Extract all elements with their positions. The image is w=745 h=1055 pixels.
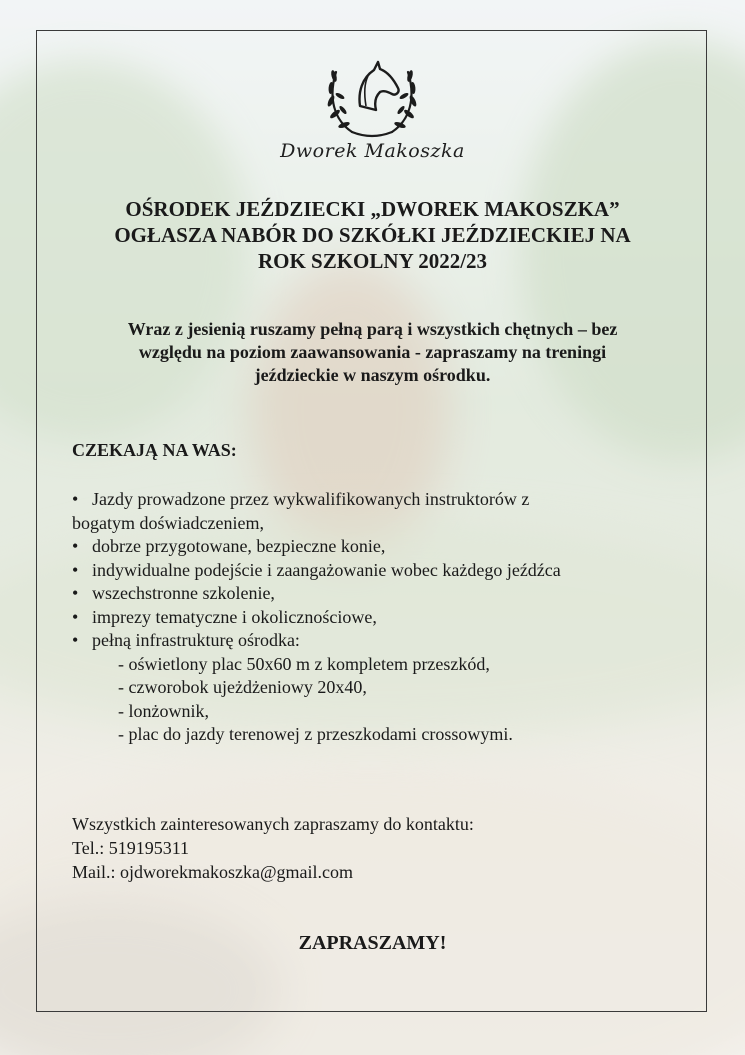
list-item-text: indywidualne podejście i zaangażowanie wobec każdego jeźdźca <box>92 559 561 580</box>
list-item <box>72 606 692 630</box>
closing-text: ZAPRASZAMY! <box>298 932 447 954</box>
intro-line: Wraz z jesienią ruszamy pełną parą i wszystkich chętnych – bez <box>127 319 618 339</box>
list-item <box>72 559 692 583</box>
brand-name: Dworek Makoszka <box>280 140 465 162</box>
list-item <box>72 629 692 653</box>
list-item-text: imprezy tematyczne i okolicznościowe, <box>92 606 377 627</box>
sub-list-item: - oświetlony plac 50x60 m z kompletem przeszkód, <box>118 653 490 674</box>
sub-list-item: - plac do jazdy terenowej z przeszkodami crossowymi. <box>118 724 513 744</box>
sub-list-item: - czworobok ujeżdżeniowy 20x40, <box>118 677 367 697</box>
list-item-text: dobrze przygotowane, bezpieczne konie, <box>92 536 386 556</box>
horse-logo-icon <box>322 48 422 142</box>
contact-block <box>72 812 474 884</box>
section-heading: CZEKAJĄ NA WAS: <box>72 440 237 460</box>
bullet: • <box>72 630 79 650</box>
bullet: • <box>72 583 79 603</box>
contact-phone: Tel.: 519195311 <box>72 838 190 858</box>
title-line: OGŁASZA NABÓR DO SZKÓŁKI JEŹDZIECKIEJ NA <box>114 223 631 247</box>
list-item-text: wszechstronne szkolenie, <box>92 583 275 603</box>
bullet: • <box>72 536 79 556</box>
contact-email: Mail.: ojdworekmakoszka@gmail.com <box>72 862 354 882</box>
intro-line: jeździeckie w naszym ośrodku. <box>254 365 491 385</box>
offer-list <box>72 488 692 747</box>
list-item-continuation: bogatym doświadczeniem, <box>72 512 264 533</box>
list-item-text: pełną infrastrukturę ośrodka: <box>92 630 300 650</box>
poster-title <box>60 196 685 274</box>
bullet: • <box>72 559 79 580</box>
sub-list-item: - lonżownik, <box>118 700 209 721</box>
list-item <box>72 582 692 606</box>
intro-text <box>70 318 675 387</box>
bullet: • <box>72 489 79 509</box>
contact-invite: Wszystkich zainteresowanych zapraszamy do kontaktu: <box>72 814 474 834</box>
list-item <box>72 535 692 559</box>
bullet: • <box>72 606 79 627</box>
list-item-text: Jazdy prowadzone przez wykwalifikowanych instruktorów z <box>92 489 530 509</box>
list-item <box>72 488 692 512</box>
intro-line: względu na poziom zaawansowania - zapraszamy na treningi <box>138 342 607 362</box>
title-line: ROK SZKOLNY 2022/23 <box>257 249 488 273</box>
title-line: OŚRODEK JEŹDZIECKI „DWOREK MAKOSZKA” <box>125 197 620 221</box>
